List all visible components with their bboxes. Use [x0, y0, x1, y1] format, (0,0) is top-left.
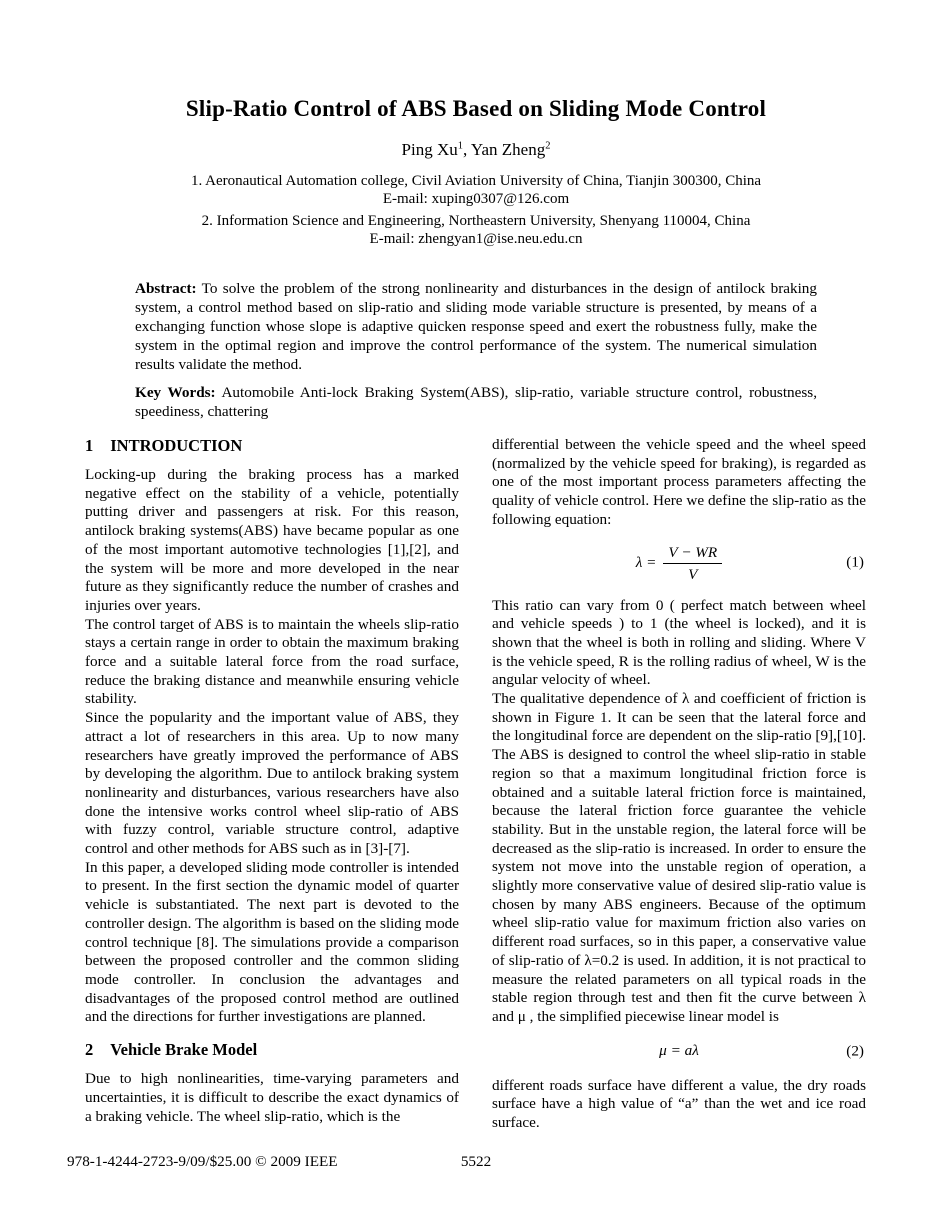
affiliation-line: 1. Aeronautical Automation college, Civil Aviation University of China, Tianjin 300300, China: [190, 173, 762, 189]
page-number: 5522: [460, 1153, 492, 1170]
paper-head: [0, 0, 952, 248]
section-number: 2: [85, 1040, 94, 1060]
fraction: [663, 543, 722, 584]
equation-1: [492, 543, 866, 584]
paragraph: Since the popularity and the important value of ABS, they attract a lot of researchers in this area. Up to now many researchers have greatly improved the performance of ABS by developing the algorithm. Due to antilock braking system nonlinearity and disturbances, various researchers have also done the intensive works control wheel slip-ratio of ABS with fuzzy control, variable structure control, adaptive control and other methods for ABS such as in [3]-[7].: [85, 709, 459, 858]
affiliation-block: [0, 172, 952, 208]
section-heading-introduction: [85, 436, 459, 456]
fraction-denominator: V: [688, 565, 698, 583]
abstract-label: Abstract:: [135, 280, 197, 297]
section-number: 1: [85, 436, 94, 455]
paragraph: The qualitative dependence of λ and coefficient of friction is shown in Figure 1. It can be seen that the lateral force and the longitudinal force are dependent on the slip-ratio [9],[10]. The ABS is designed to control the wheel slip-ratio in stable region so that a maximum longitudinal friction force is obtained and a suitable lateral friction force is maintained, because the lateral friction force guarantee the vehicle stability. But in the unstable region, the lateral force will be decreased as the slip-ratio is increased. In order to ensure the system not move into the unstable region of operation, a slightly more conservative value of desired slip-ratio value is chosen by many ABS engineers. Because of the optimum wheel slip-ratio value for maximum friction also varies on different road surfaces, so in this paper, a conservative value of slip-ratio of λ=0.2 is used. In addition, it is not practical to measure the related parameters on all typical roads in the stable region through test and then fit the curve between λ and μ , the simplified piecewise linear model is: [492, 690, 866, 1025]
abstract-text: To solve the problem of the strong nonlinearity and disturbances in the design of antilock braking system, a control method based on slip-ratio and sliding mode variable structure is presented, by means of a exchanging function whose slope is adaptive quicken response speed and exert the robustness fully, make the system in the optimal region and improve the control performance of the system. The numerical simulation results validate the method.: [135, 280, 817, 373]
paragraph: The control target of ABS is to maintain the wheels slip-ratio stays a certain range in order to obtain the maximum braking force and a suitable lateral force from the road surface, reduce the braking distance and meanwhile ensuring vehicle stability.: [85, 615, 459, 708]
section-heading-vehicle-brake-model: [85, 1040, 459, 1060]
abstract-paragraph: [135, 279, 817, 374]
paragraph: differential between the vehicle speed and the wheel speed (normalized by the vehicle speed for braking), is regarded as one of the most important process parameters affecting the quality of vehicle control. Here we define the slip-ratio as the following equation:: [492, 436, 866, 528]
keywords-paragraph: [135, 383, 817, 421]
author-superscript: 2: [545, 140, 551, 152]
equation-number: (2): [846, 1042, 864, 1060]
paragraph: Due to high nonlinearities, time-varying parameters and uncertainties, it is difficult to describe the exact dynamics of a braking vehicle. The wheel slip-ratio, which is the: [85, 1070, 459, 1125]
equation-lhs: λ =: [635, 553, 657, 571]
paragraph: different roads surface have different a value, the dry roads surface have a high value of “a” than the wet and ice road surface.: [492, 1076, 866, 1132]
equation-expression: μ = aλ: [659, 1042, 699, 1060]
equation-2: [492, 1040, 866, 1064]
paragraph: Locking-up during the braking process has a marked negative effect on the stability of a vehicle, potentially putting driver and passengers at risk. For this reason, antilock braking systems(ABS) have became popular as one of the most important automotive technologies [1],[2], and the system will be more and more developed in the near future as they significantly reduce the number of crashes and injuries over years.: [85, 466, 459, 614]
section-title: INTRODUCTION: [110, 436, 243, 455]
paragraph: In this paper, a developed sliding mode controller is intended to present. In the first section the dynamic model of quarter vehicle is substantiated. The next part is devoted to the controller design. The algorithm is based on the sliding mode control technique [8]. The simulations provide a comparison between the proposed controller and the common sliding mode controller. In conclusion the advantages and disadvantages of the proposed control method are outlined and the directions for further investigations are planned.: [85, 858, 459, 1026]
author-name: Ping Xu: [401, 140, 458, 159]
page-footer: [0, 1152, 952, 1171]
affiliation-email: E-mail: xuping0307@126.com: [382, 191, 570, 207]
copyright-notice: 978-1-4244-2723-9/09/$25.00 © 2009 IEEE: [67, 1153, 338, 1170]
affiliation-block: [0, 212, 952, 248]
equation-number: (1): [846, 553, 864, 571]
author-name: Yan Zheng: [470, 140, 546, 159]
authors-line: [0, 140, 952, 160]
paragraph: This ratio can vary from 0 ( perfect match between wheel and vehicle speeds ) to 1 (the wheel is locked), and it is shown that the wheel is both in rolling and sliding. Where V is the vehicle speed, R is the rolling radius of wheel, W is the angular velocity of wheel.: [492, 596, 866, 689]
author-superscript: 1: [457, 140, 464, 152]
paper-title: Slip-Ratio Control of ABS Based on Sliding Mode Control: [185, 96, 767, 121]
section-title: Vehicle Brake Model: [110, 1040, 258, 1060]
fraction-numerator: V − WR: [663, 543, 722, 564]
right-column: [492, 436, 866, 1133]
keywords-text: Automobile Anti-lock Braking System(ABS), slip-ratio, variable structure control, robustness, speediness, chattering: [135, 384, 817, 420]
affiliation-line: 2. Information Science and Engineering, Northeastern University, Shenyang 110004, China: [201, 213, 751, 229]
two-column-body: [0, 436, 952, 1133]
left-column: [85, 436, 459, 1133]
affiliation-email: E-mail: zhengyan1@ise.neu.edu.cn: [369, 231, 583, 247]
abstract-block: [135, 279, 817, 421]
author-separator: ,: [463, 140, 471, 159]
keywords-label: Key Words:: [135, 384, 216, 401]
